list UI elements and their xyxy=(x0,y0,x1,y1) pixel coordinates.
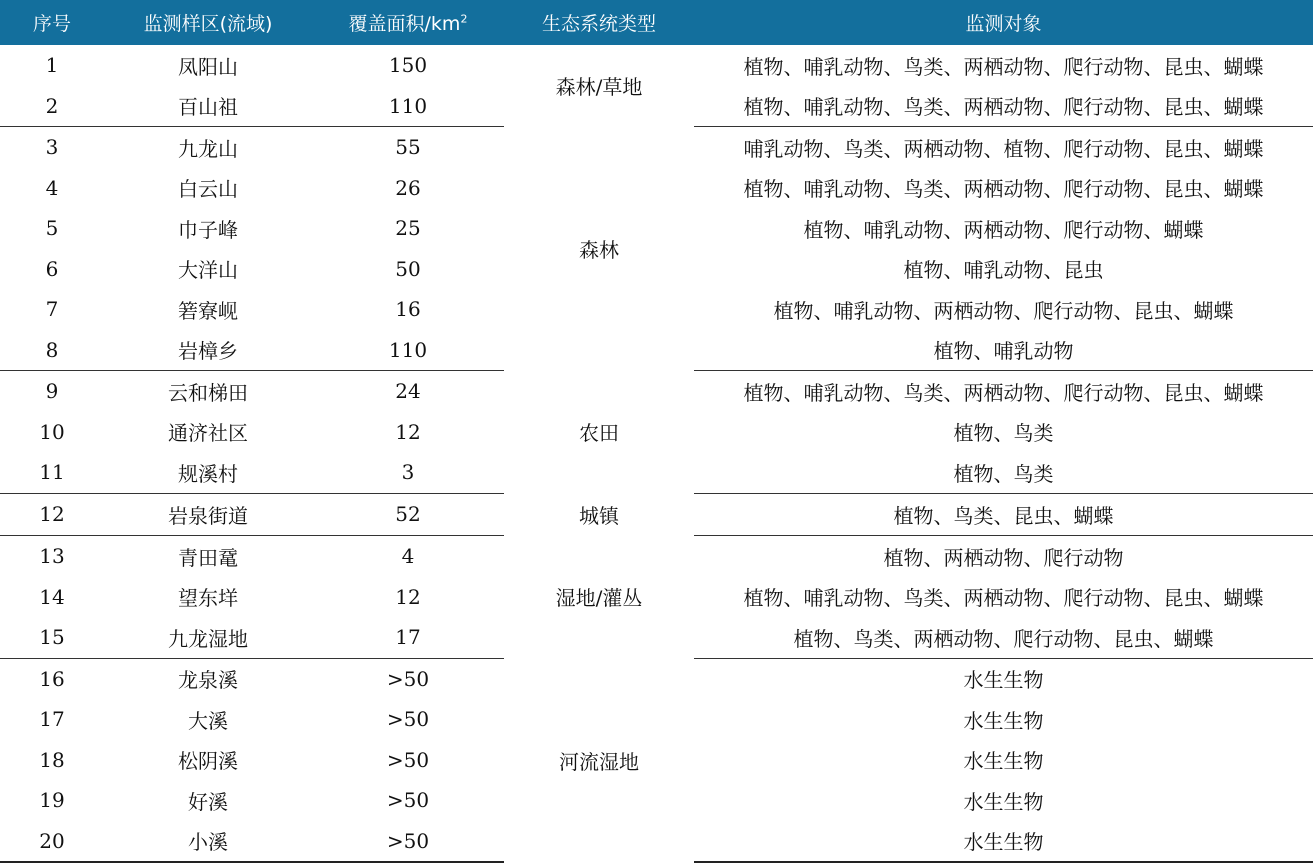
coverage-area: 3 xyxy=(401,460,415,485)
monitoring-targets: 植物、哺乳动物、鸟类、两栖动物、爬行动物、昆虫、蝴蝶 xyxy=(743,54,1264,79)
site-name: 九龙山 xyxy=(104,127,312,168)
monitoring-targets: 植物、鸟类、两栖动物、爬行动物、昆虫、蝴蝶 xyxy=(793,626,1214,651)
coverage-area: >50 xyxy=(386,788,430,813)
coverage-area: >50 xyxy=(312,658,504,699)
row-number: 18 xyxy=(39,747,65,772)
monitoring-targets: 水生生物 xyxy=(963,708,1044,733)
header-row xyxy=(0,0,1313,45)
site-name: 好溪 xyxy=(188,789,228,814)
ecosystem-type: 湿地/灌丛 xyxy=(504,536,694,659)
row-number: 15 xyxy=(39,625,65,650)
header-targets: 监测对象 xyxy=(694,0,1313,45)
site-name: 小溪 xyxy=(104,821,312,863)
row-number: 9 xyxy=(0,371,104,412)
monitoring-targets: 水生生物 xyxy=(694,658,1313,699)
row-number: 4 xyxy=(45,175,59,200)
site-name: 规溪村 xyxy=(178,461,238,486)
monitoring-targets: 植物、哺乳动物、鸟类、两栖动物、爬行动物、昆虫、蝴蝶 xyxy=(743,177,1264,202)
row-number: 5 xyxy=(45,216,59,241)
site-name: 青田鼋 xyxy=(104,536,312,577)
coverage-area: 26 xyxy=(395,175,421,200)
row-number: 17 xyxy=(39,707,65,732)
row-number: 3 xyxy=(0,127,104,168)
table-row xyxy=(0,536,1313,577)
row-number: 14 xyxy=(39,584,65,609)
ecosystem-type: 森林 xyxy=(504,127,694,371)
coverage-area: 17 xyxy=(395,625,421,650)
row-number: 7 xyxy=(45,297,59,322)
coverage-area: 52 xyxy=(312,493,504,536)
monitoring-targets: 植物、哺乳动物、鸟类、两栖动物、爬行动物、昆虫、蝴蝶 xyxy=(743,586,1264,611)
row-number: 12 xyxy=(0,493,104,536)
site-name: 九龙湿地 xyxy=(168,626,248,651)
header-area xyxy=(312,0,504,45)
monitoring-targets: 植物、鸟类 xyxy=(953,421,1054,446)
site-name: 大洋山 xyxy=(178,258,238,283)
coverage-area: 12 xyxy=(395,419,421,444)
site-name: 龙泉溪 xyxy=(104,658,312,699)
row-number: 19 xyxy=(39,788,65,813)
monitoring-targets: 植物、哺乳动物、鸟类、两栖动物、爬行动物、昆虫、蝴蝶 xyxy=(743,95,1264,120)
coverage-area: 12 xyxy=(395,584,421,609)
header-area-superscript: 2 xyxy=(460,12,468,26)
monitoring-targets: 水生生物 xyxy=(963,789,1044,814)
monitoring-targets: 植物、哺乳动物、昆虫 xyxy=(903,258,1104,283)
row-number: 16 xyxy=(0,658,104,699)
ecosystem-type: 河流湿地 xyxy=(504,658,694,862)
row-number: 10 xyxy=(39,419,65,444)
site-name: 百山祖 xyxy=(178,95,238,120)
coverage-area: 24 xyxy=(312,371,504,412)
row-number: 2 xyxy=(45,93,59,118)
ecosystem-type: 农田 xyxy=(504,371,694,494)
coverage-area: 55 xyxy=(312,127,504,168)
table-row xyxy=(0,371,1313,412)
site-name: 白云山 xyxy=(178,177,238,202)
coverage-area: 4 xyxy=(312,536,504,577)
coverage-area: >50 xyxy=(386,707,430,732)
monitoring-targets: 植物、哺乳动物、两栖动物、爬行动物、蝴蝶 xyxy=(803,217,1204,242)
table-row xyxy=(0,493,1313,536)
row-number: 11 xyxy=(39,460,65,485)
header-ecosystem: 生态系统类型 xyxy=(504,0,694,45)
monitoring-targets: 植物、两栖动物、爬行动物 xyxy=(694,536,1313,577)
site-name: 大溪 xyxy=(188,708,228,733)
site-name: 箬寮岘 xyxy=(178,298,238,323)
coverage-area: 16 xyxy=(395,297,421,322)
coverage-area: 110 xyxy=(388,93,428,118)
header-area-label: 覆盖面积/km xyxy=(348,13,461,35)
table-row xyxy=(0,658,1313,699)
monitoring-targets: 哺乳动物、鸟类、两栖动物、植物、爬行动物、昆虫、蝴蝶 xyxy=(694,127,1313,168)
site-name: 松阴溪 xyxy=(178,749,238,774)
row-number: 1 xyxy=(45,53,59,78)
site-name: 凤阳山 xyxy=(178,54,238,79)
coverage-area: 150 xyxy=(388,53,428,78)
table-header xyxy=(0,0,1313,45)
monitoring-targets: 植物、哺乳动物、鸟类、两栖动物、爬行动物、昆虫、蝴蝶 xyxy=(694,371,1313,412)
table-row xyxy=(0,45,1313,86)
coverage-area: 50 xyxy=(395,256,421,281)
monitoring-targets: 植物、哺乳动物、两栖动物、爬行动物、昆虫、蝴蝶 xyxy=(773,298,1234,323)
site-name: 望东垟 xyxy=(178,586,238,611)
header-number: 序号 xyxy=(0,0,104,45)
coverage-area: 25 xyxy=(395,216,421,241)
table-body xyxy=(0,45,1313,862)
monitoring-targets: 水生生物 xyxy=(694,821,1313,863)
monitoring-targets: 水生生物 xyxy=(963,749,1044,774)
coverage-area: 110 xyxy=(388,337,428,362)
site-name: 云和梯田 xyxy=(104,371,312,412)
monitoring-targets: 植物、鸟类 xyxy=(953,461,1054,486)
header-site: 监测样区(流域) xyxy=(104,0,312,45)
row-number: 13 xyxy=(0,536,104,577)
table-row xyxy=(0,127,1313,168)
ecosystem-type: 城镇 xyxy=(504,493,694,536)
row-number: 6 xyxy=(45,256,59,281)
site-name: 巾子峰 xyxy=(178,217,238,242)
site-name: 通济社区 xyxy=(168,421,248,446)
ecosystem-type: 森林/草地 xyxy=(555,74,643,99)
site-name: 岩樟乡 xyxy=(178,339,238,364)
row-number: 20 xyxy=(0,821,104,863)
monitoring-targets: 植物、鸟类、昆虫、蝴蝶 xyxy=(694,493,1313,536)
coverage-area: >50 xyxy=(386,747,430,772)
coverage-area: >50 xyxy=(312,821,504,863)
row-number: 8 xyxy=(45,337,59,362)
site-name: 岩泉街道 xyxy=(104,493,312,536)
monitoring-targets: 植物、哺乳动物 xyxy=(933,339,1074,364)
